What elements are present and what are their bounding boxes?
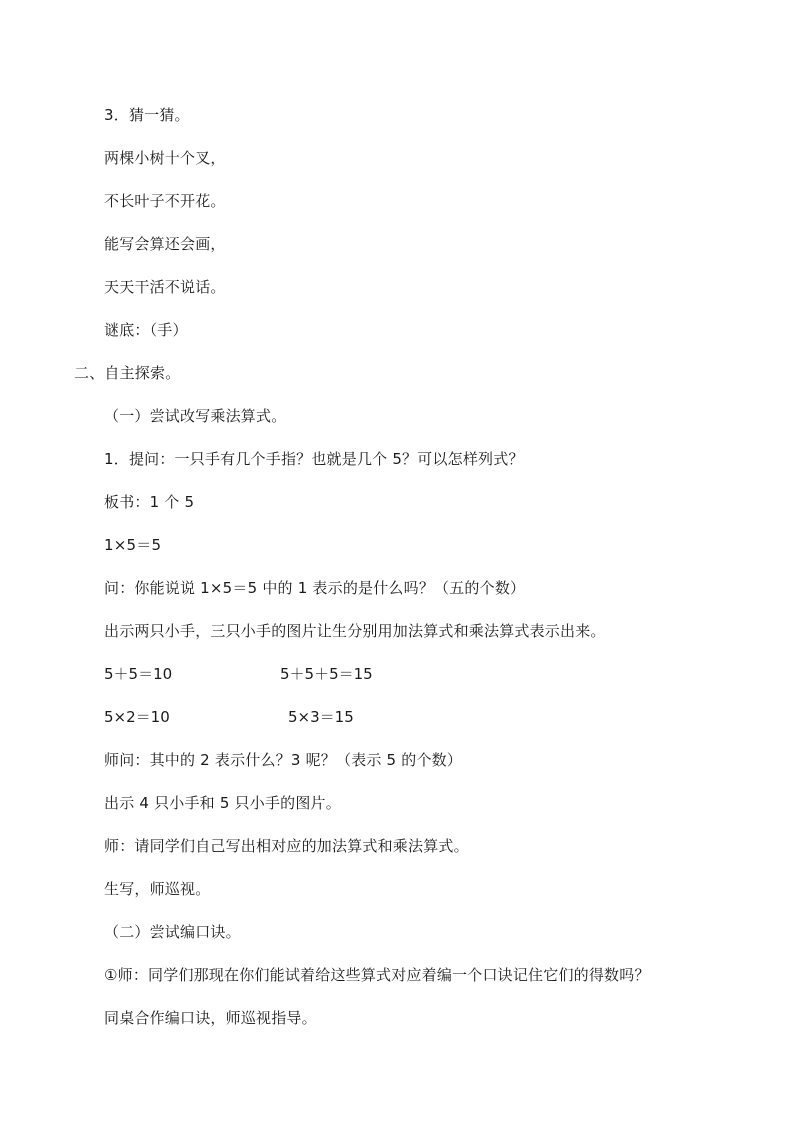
equation-addition-three: 5＋5＋5＝15	[280, 665, 373, 683]
teacher-question: 师问：其中的 2 表示什么？3 呢？（表示 5 的个数）	[104, 751, 463, 769]
riddle-line-3: 能写会算还会画，	[104, 235, 226, 253]
teacher-instruction: 师：请同学们自己写出相对应的加法算式和乘法算式。	[104, 837, 469, 855]
pair-work: 同桌合作编口诀，师巡视指导。	[104, 1009, 317, 1027]
equation-multiply-three: 5×3＝15	[288, 708, 354, 726]
riddle-line-4: 天天干活不说话。	[104, 278, 226, 296]
section-heading: 二、自主探索。	[74, 364, 181, 382]
riddle-line-2: 不长叶子不开花。	[104, 192, 226, 210]
riddle-line-1: 两棵小树十个叉，	[104, 149, 226, 167]
subsection-heading-2: （二）尝试编口诀。	[104, 923, 241, 941]
riddle-heading: 3．猜一猜。	[104, 106, 190, 124]
equation-multiply-two: 5×2＝10	[104, 708, 170, 726]
question-meaning: 问：你能说说 1×5＝5 中的 1 表示的是什么吗？（五的个数）	[104, 579, 526, 597]
students-write: 生写，师巡视。	[104, 880, 211, 898]
equation-one-times-five: 1×5＝5	[104, 536, 162, 554]
show-more-hands: 出示 4 只小手和 5 只小手的图片。	[104, 794, 341, 812]
question-paragraph: 1．提问：一只手有几个手指？也就是几个 5？可以怎样列式？	[104, 450, 524, 468]
teacher-prompt: ①师：同学们那现在你们能试着给这些算式对应着编一个口诀记住它们的得数吗？	[104, 966, 650, 984]
riddle-answer: 谜底：（手）	[104, 321, 188, 339]
show-hands-paragraph: 出示两只小手，三只小手的图片让生分别用加法算式和乘法算式表示出来。	[104, 622, 606, 640]
subsection-heading-1: （一）尝试改写乘法算式。	[104, 407, 287, 425]
board-writing: 板书：1 个 5	[104, 493, 195, 511]
equation-addition-two: 5＋5＝10	[104, 665, 173, 683]
